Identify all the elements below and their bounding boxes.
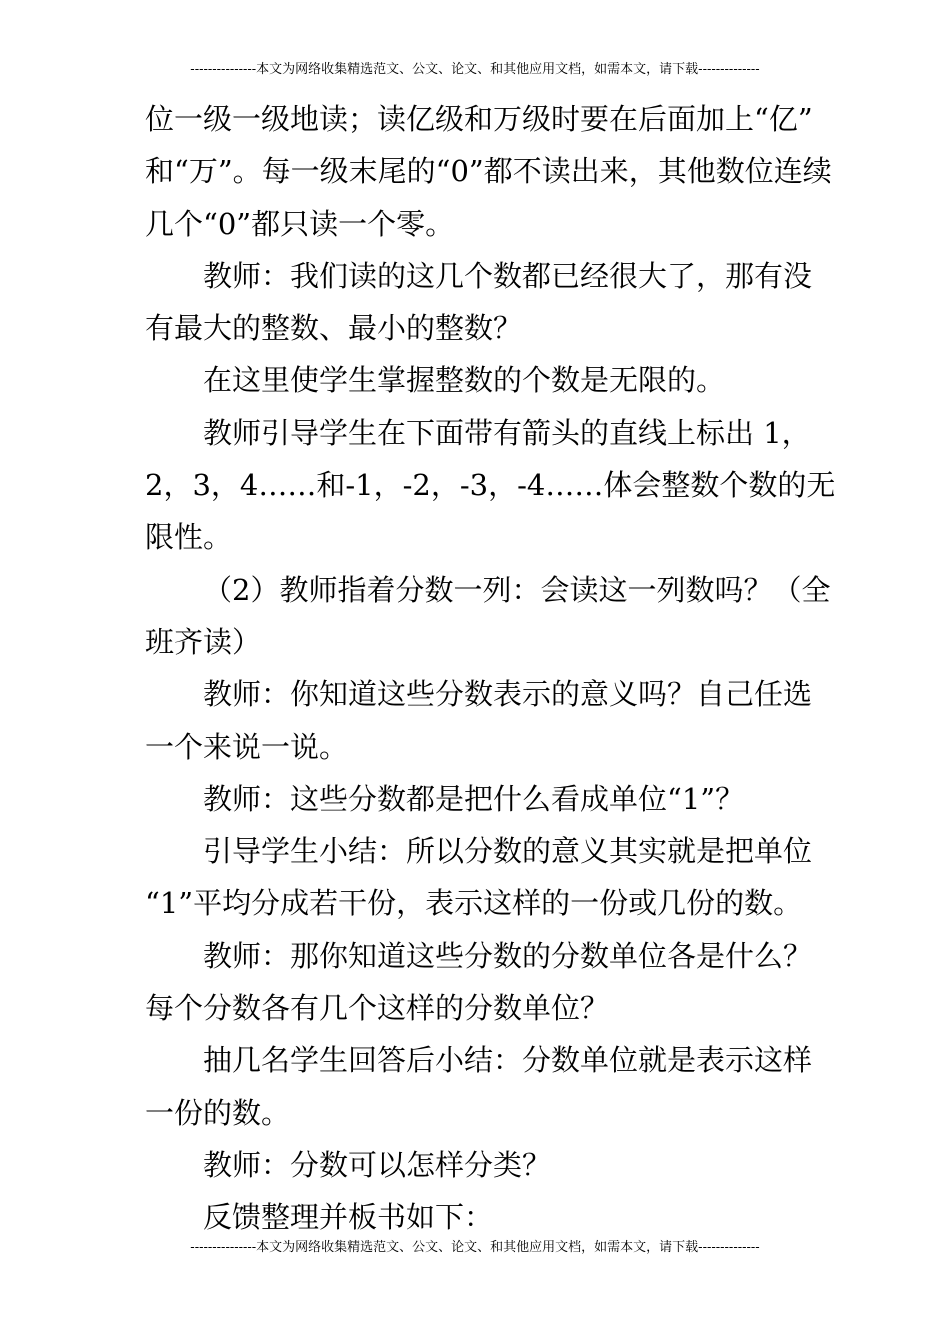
text-line: 教师引导学生在下面带有箭头的直线上标出 1，	[203, 415, 811, 450]
text-line: 一个来说一说。	[145, 729, 349, 764]
header-note: ---------------本文为网络收集精选范文、公文、论文、和其他应用文档，如需本文，请下载--------------	[190, 62, 760, 77]
text-line: 限性。	[145, 520, 233, 555]
text-line: 教师：我们读的这几个数都已经很大了，那有没	[203, 258, 813, 293]
text-line: 反馈整理并板书如下：	[203, 1200, 494, 1235]
text-line: 有最大的整数、最小的整数？	[145, 311, 523, 346]
text-line: 一份的数。	[145, 1095, 291, 1130]
text-line: 位一级一级地读；读亿级和万级时要在后面加上“亿”	[145, 102, 813, 136]
text-line: “1”平均分成若干份，表示这样的一份或几份的数。	[145, 886, 803, 921]
text-line: 抽几名学生回答后小结：分数单位就是表示这样	[203, 1043, 813, 1078]
text-line: 和“万”。每一级末尾的“0”都不读出来，其他数位连续	[145, 154, 832, 189]
text-line: 每个分数各有几个这样的分数单位？	[145, 991, 610, 1026]
text-line: 在这里使学生掌握整数的个数是无限的。	[203, 363, 726, 398]
text-line: 教师：你知道这些分数表示的意义吗？自己任选	[203, 677, 813, 712]
text-line: 引导学生小结：所以分数的意义其实就是把单位	[203, 834, 813, 869]
text-line: 教师：这些分数都是把什么看成单位“1”？	[203, 781, 745, 816]
text-line: 教师：分数可以怎样分类？	[203, 1147, 552, 1182]
text-line: 几个“0”都只读一个零。	[145, 206, 455, 241]
text-line: 2，3，4……和-1，-2，-3，-4……体会整数个数的无	[145, 468, 836, 503]
text-line: 教师：那你知道这些分数的分数单位各是什么？	[203, 938, 813, 973]
footer-note: ---------------本文为网络收集精选范文、公文、论文、和其他应用文档，如需本文，请下载--------------	[190, 1240, 760, 1255]
text-line: （2）教师指着分数一列：会读这一列数吗？（全	[203, 572, 831, 607]
document-body	[145, 93, 836, 1244]
text-line: 班齐读）	[145, 624, 262, 659]
